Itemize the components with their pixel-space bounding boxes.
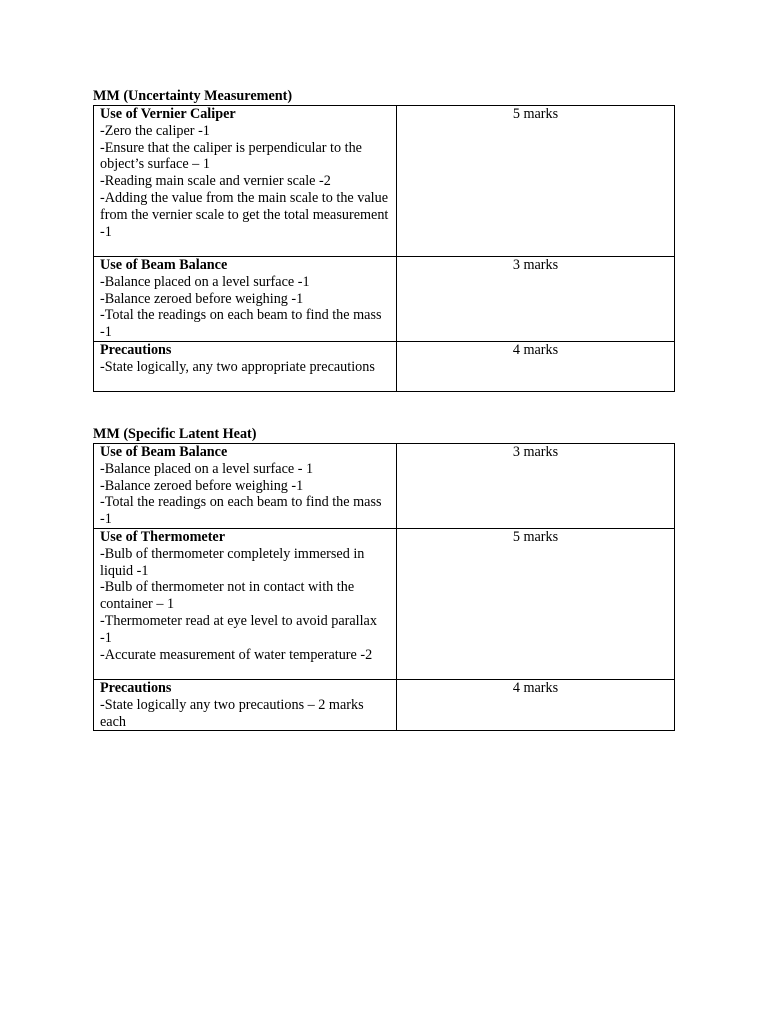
criteria-point: -State logically any two precautions – 2 marks each bbox=[100, 696, 364, 730]
criteria-heading: Use of Vernier Caliper bbox=[100, 106, 236, 122]
criteria-point: -State logically, any two appropriate precautions bbox=[100, 358, 375, 375]
criteria-heading: Use of Thermometer bbox=[100, 529, 226, 545]
section-title: MM (Uncertainty Measurement) bbox=[93, 88, 293, 104]
criteria-point: -Bulb of thermometer not in contact with the container – 1 bbox=[100, 579, 355, 613]
criteria-cell bbox=[94, 342, 397, 392]
marks-cell: 4 marks bbox=[397, 342, 675, 392]
criteria-point: -Thermometer read at eye level to avoid parallax -1 bbox=[100, 612, 377, 646]
criteria-point: -Zero the caliper -1 bbox=[100, 122, 210, 139]
table-row bbox=[94, 680, 675, 731]
criteria-heading: Precautions bbox=[100, 680, 172, 696]
marks-cell: 5 marks bbox=[397, 106, 675, 257]
table-row bbox=[94, 106, 675, 257]
criteria-point: -Accurate measurement of water temperature -2 bbox=[100, 646, 373, 663]
table-row bbox=[94, 529, 675, 680]
criteria-point: -Total the readings on each beam to find the mass -1 bbox=[100, 494, 382, 528]
section-title: MM (Specific Latent Heat) bbox=[93, 426, 257, 442]
rubric-section-uncertainty-measurement bbox=[93, 87, 675, 392]
marks-cell: 3 marks bbox=[397, 444, 675, 529]
criteria-point: -Balance zeroed before weighing -1 bbox=[100, 477, 304, 494]
criteria-cell bbox=[94, 106, 397, 257]
marks-cell: 4 marks bbox=[397, 680, 675, 731]
criteria-heading: Use of Beam Balance bbox=[100, 444, 228, 460]
criteria-heading: Use of Beam Balance bbox=[100, 257, 228, 273]
marks-cell: 5 marks bbox=[397, 529, 675, 680]
table-row bbox=[94, 444, 675, 529]
criteria-cell bbox=[94, 257, 397, 342]
criteria-point: -Adding the value from the main scale to the value from the vernier scale to get the total measurement -1 bbox=[100, 189, 389, 240]
criteria-cell bbox=[94, 680, 397, 731]
criteria-heading: Precautions bbox=[100, 342, 172, 358]
criteria-point: -Balance placed on a level surface -1 bbox=[100, 273, 310, 290]
rubric-table bbox=[93, 105, 675, 392]
marks-cell: 3 marks bbox=[397, 257, 675, 342]
criteria-point: -Total the readings on each beam to find the mass -1 bbox=[100, 307, 382, 341]
criteria-cell bbox=[94, 529, 397, 680]
criteria-cell bbox=[94, 444, 397, 529]
criteria-point: -Ensure that the caliper is perpendicular to the object’s surface – 1 bbox=[100, 139, 362, 173]
rubric-table bbox=[93, 443, 675, 731]
criteria-point: -Balance placed on a level surface - 1 bbox=[100, 460, 314, 477]
rubric-section-specific-latent-heat bbox=[93, 425, 675, 731]
criteria-point: -Bulb of thermometer completely immersed in liquid -1 bbox=[100, 545, 365, 579]
criteria-point: -Balance zeroed before weighing -1 bbox=[100, 290, 304, 307]
table-row bbox=[94, 257, 675, 342]
table-row bbox=[94, 342, 675, 392]
criteria-point: -Reading main scale and vernier scale -2 bbox=[100, 173, 331, 190]
